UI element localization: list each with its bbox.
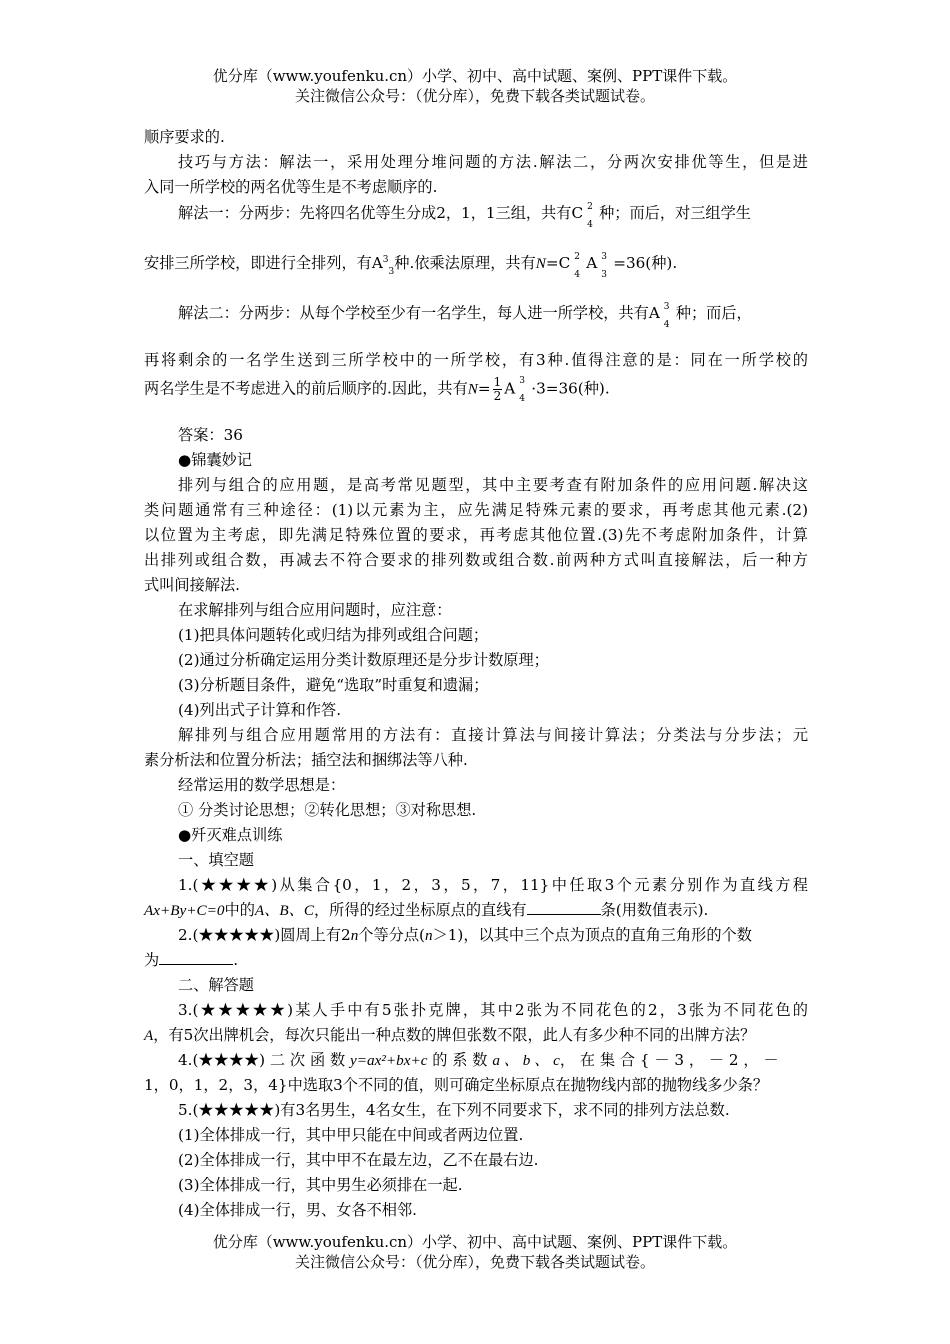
header-line-1: 优分库（www.youfenku.cn）小学、初中、高中试题、案例、PPT课件下载。 <box>212 67 738 85</box>
body-line-order: 顺序要求的. <box>144 128 225 146</box>
perm-lower-2: 3 <box>601 270 607 280</box>
q4-text-b: 的 系 数 <box>432 1051 488 1069</box>
idea-intro: 经常运用的数学思想是： <box>178 776 346 794</box>
solution-1-text-e: =36(种). <box>613 254 678 272</box>
solution-1-text-a: 解法一：分两步：先将四名优等生分成2，1，1三组，共有C <box>178 204 584 222</box>
question-1-line-2 <box>144 899 808 922</box>
solution-2-line-1 <box>178 302 808 330</box>
footer-line-2: 关注微信公众号：（优分库），免费下载各类试题试卷。 <box>294 1253 655 1271</box>
solution-2-text-d: ·3=36(种). <box>531 379 610 398</box>
math-N: N <box>535 255 546 272</box>
comb-upper-2: 2 <box>574 252 580 262</box>
perm-lower-4: 4 <box>519 394 525 404</box>
perm-index-3 <box>660 302 676 330</box>
q1-text-a: 中的 <box>224 901 255 919</box>
q2-text-b: 个等分点( <box>358 926 425 944</box>
question-2-line-1 <box>178 924 808 947</box>
page-header <box>0 66 950 106</box>
fraction-half <box>493 376 503 403</box>
method-line-2: 素分析法和位置分析法；插空法和捆绑法等八种. <box>144 751 468 769</box>
comb-lower-2: 4 <box>574 270 580 280</box>
solution-1-text-c: 安排三所学校，即进行全排列，有A <box>144 254 383 272</box>
section-solve: 二、解答题 <box>178 976 254 994</box>
question-2-line-2 <box>144 949 808 971</box>
solution-2-text-b: 种；而后， <box>675 304 752 322</box>
question-4-line-2: 1，0，1，2，3，4}中选取3个不同的值，则可确定坐标原点在抛物线内部的抛物线多少条？ <box>144 1076 769 1094</box>
tech-line-1: 技巧与方法：解法一，采用处理分堆问题的方法.解法二，分两次安排优等生，但是进 <box>178 153 808 171</box>
jinnang-line-2: 类问题通常有三种途径：(1)以元素为主，应先满足特殊元素的要求，再考虑其他元素.(2) <box>144 501 808 519</box>
comb-upper: 2 <box>587 202 593 212</box>
math-n-2: n <box>424 927 433 944</box>
math-N-2: N <box>467 380 478 398</box>
note-item-4: (4)列出式子计算和作答. <box>178 701 342 719</box>
question-4-line-1 <box>178 1049 808 1072</box>
coefficients-abc: A、B、C <box>254 902 314 919</box>
perm-upper-4: 3 <box>519 376 525 386</box>
math-n: n <box>350 927 359 944</box>
q2-text-c: ＞1)，以其中三个点为顶点的直角三角形的个数 <box>432 926 752 944</box>
note-item-1: (1)把具体问题转化或归结为排列或组合问题； <box>178 626 489 644</box>
jinnang-line-5: 式叫间接解法. <box>144 576 240 594</box>
q2-text-a: 2.(★★★★★)圆周上有2 <box>178 926 351 944</box>
question-5-part-1: (1)全体排成一行，其中甲只能在中间或者两边位置. <box>178 1126 524 1144</box>
q3-text: ，有5次出牌机会，每次只能出一种点数的牌但张数不限，此人有多少种不同的出牌方法？ <box>153 1026 756 1044</box>
solution-1-text-b: 种；而后，对三组学生 <box>599 204 751 222</box>
perm-index-2 <box>597 252 613 280</box>
page-footer <box>0 1232 950 1272</box>
question-5-part-2: (2)全体排成一行，其中甲不在最左边，乙不在最右边. <box>178 1151 539 1169</box>
q2-text-e: . <box>233 951 239 969</box>
tech-line-2: 入同一所学校的两名优等生是不考虑顺序的. <box>144 178 438 196</box>
question-3-line-2 <box>144 1024 808 1047</box>
coefficients: a 、 b 、 c <box>492 1052 560 1069</box>
question-5-part-3: (3)全体排成一行，其中男生必须排在一起. <box>178 1176 463 1194</box>
perm-index-4 <box>515 376 531 404</box>
math-A-2: A <box>504 379 516 398</box>
quadratic-function: y=ax²+bx+c <box>349 1052 428 1069</box>
question-3-line-1: 3.(★★★★★)某人手中有5张扑克牌，其中2张为不同花色的2，3张为不同花色的 <box>178 1001 808 1019</box>
solution-2-text-c: 两名学生是不考虑进入的前后顺序的.因此，共有 <box>144 379 468 398</box>
jinnang-line-4: 出排列或组合数，再减去不符合要求的排列数或组合数.前两种方式叫直接解法，后一种方 <box>144 551 808 569</box>
solution-1-line-2 <box>144 252 808 280</box>
solution-2-text-a: 解法二：分两步：从每个学校至少有一名学生，每人进一所学校，共有A <box>178 304 660 322</box>
line-equation: Ax+By+C=0 <box>144 902 225 919</box>
perm-sub: 3 <box>388 267 395 277</box>
frac-den: 2 <box>493 389 502 403</box>
section-training: ●歼灭难点训练 <box>178 826 283 844</box>
math-eq-2: = <box>477 379 491 398</box>
section-fill-in: 一、填空题 <box>178 851 254 869</box>
q4-text-a: 4.(★★★★) 二 次 函 数 <box>178 1051 346 1069</box>
frac-num: 1 <box>493 375 502 389</box>
question-1-line-1: 1.(★★★★)从集合{0，1，2，3，5，7，11}中任取3个元素分别作为直线方程 <box>178 876 808 894</box>
solution-2-line-3 <box>144 376 808 403</box>
math-A: A <box>586 254 598 272</box>
card-A: A <box>144 1027 154 1044</box>
method-line-1: 解排列与组合应用题常用的方法有：直接计算法与间接计算法；分类法与分步法；元 <box>178 726 808 744</box>
perm-upper-3: 3 <box>663 302 670 312</box>
section-jinnang: ●锦囊妙记 <box>178 451 253 469</box>
footer-line-1: 优分库（www.youfenku.cn）小学、初中、高中试题、案例、PPT课件下载。 <box>212 1233 738 1251</box>
q4-text-c: ， 在 集 合 { － 3 ， － 2 ， － <box>559 1051 779 1069</box>
answer-blank-1[interactable] <box>527 900 601 915</box>
note-item-2: (2)通过分析确定运用分类计数原理还是分步计数原理； <box>178 651 549 669</box>
jinnang-line-1: 排列与组合的应用题，是高考常见题型，其中主要考查有附加条件的应用问题.解决这 <box>178 476 808 494</box>
comb-index-2 <box>570 252 586 280</box>
q1-text-c: 条(用数值表示). <box>600 901 709 919</box>
math-eq: = <box>545 254 559 272</box>
note-item-3: (3)分析题目条件，避免“选取”时重复和遗漏； <box>178 676 489 694</box>
math-C: C <box>558 254 571 272</box>
note-intro: 在求解排列与组合应用问题时，应注意： <box>178 601 452 619</box>
solution-2-line-2: 再将剩余的一名学生送到三所学校中的一所学校，有3种.值得注意的是：同在一所学校的 <box>144 351 808 369</box>
idea-list: ① 分类讨论思想；②转化思想；③对称思想. <box>178 801 477 819</box>
perm-sup: 3 <box>382 255 389 265</box>
jinnang-line-3: 以位置为主考虑，即先满足特殊位置的要求，再考虑其他位置.(3)先不考虑附加条件，计算 <box>144 526 808 544</box>
solution-1-text-d: 种.依乘法原理，共有 <box>394 254 536 272</box>
perm-lower-3: 4 <box>663 320 670 330</box>
perm-upper-2: 3 <box>601 252 607 262</box>
question-5-part-4: (4)全体排成一行，男、女各不相邻. <box>178 1201 417 1219</box>
answer-blank-2[interactable] <box>159 950 233 965</box>
q2-text-d: 为 <box>144 951 160 969</box>
question-5-intro: 5.(★★★★★)有3名男生，4名女生，在下列不同要求下，求不同的排列方法总数. <box>178 1101 730 1119</box>
header-line-2: 关注微信公众号：（优分库），免费下载各类试题试卷。 <box>294 87 655 105</box>
answer-line: 答案：36 <box>178 426 243 444</box>
solution-1-line-1 <box>178 202 808 230</box>
q1-text-b: ，所得的经过坐标原点的直线有 <box>313 901 527 919</box>
combination-index <box>583 202 599 230</box>
comb-lower: 4 <box>587 220 593 230</box>
